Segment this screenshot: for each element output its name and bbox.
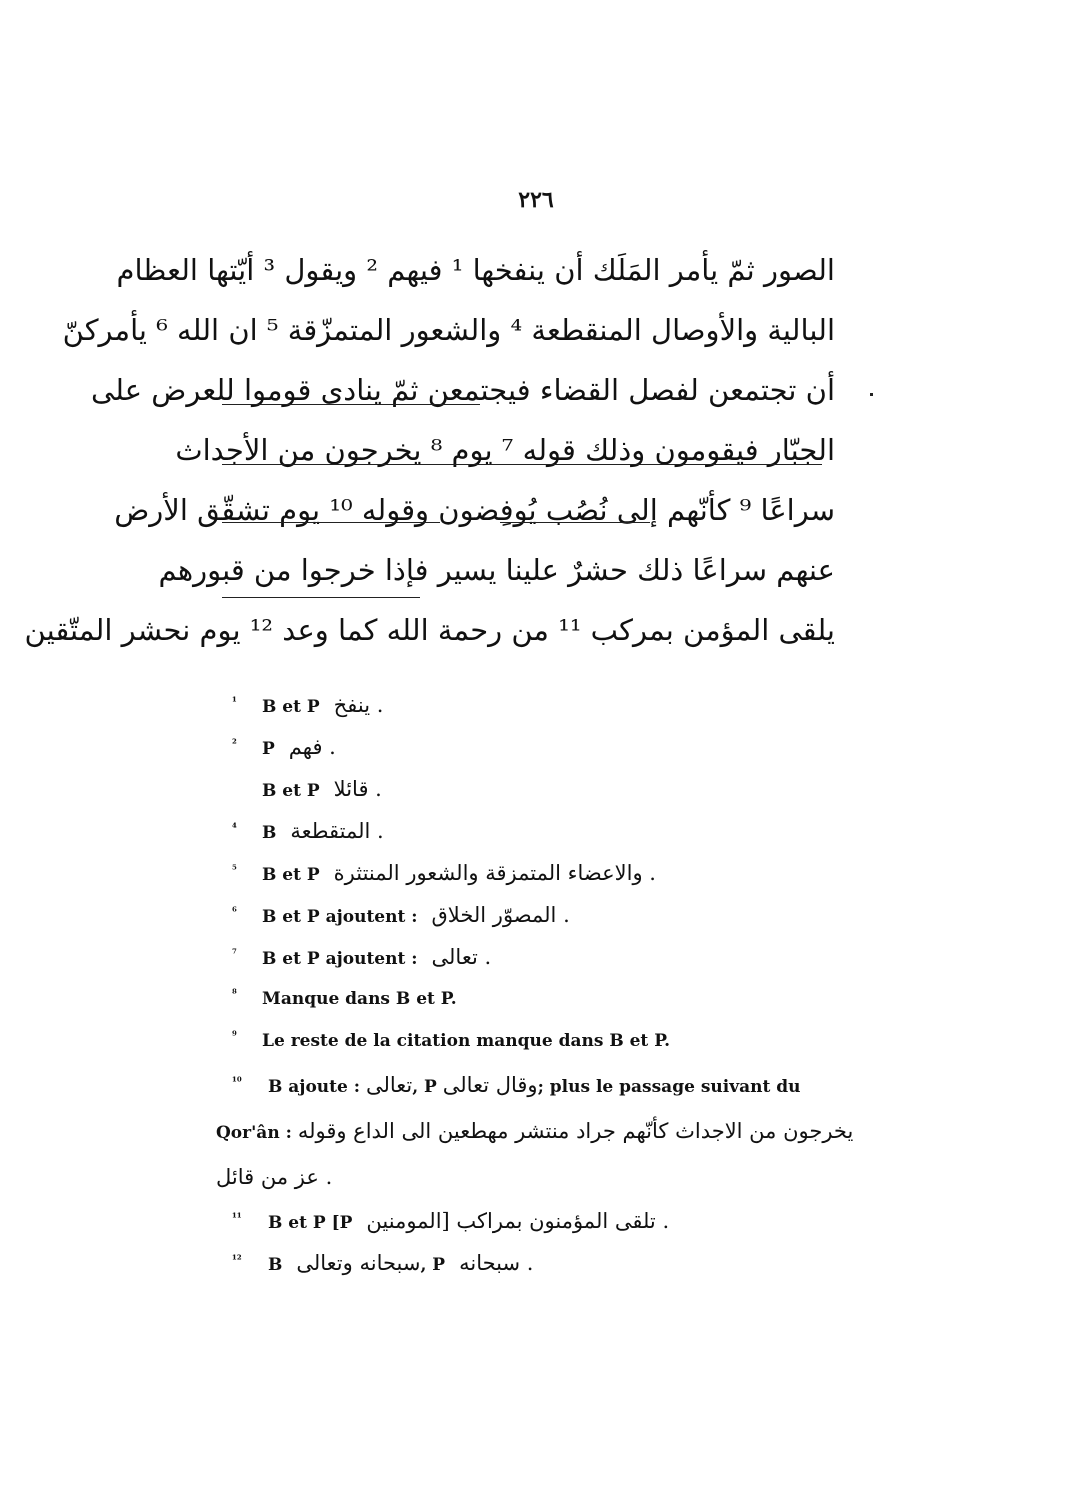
page-number: ٢٢٦ [518,187,554,213]
footnote: ⁷ B et P ajoutent : تعالى . [232,945,492,969]
footnote: ⁴ B المتقطعة . [232,819,384,843]
underline-mark [222,597,420,598]
footnote: ⁸ Manque dans B et P. [232,987,457,1009]
underline-mark [500,522,650,523]
footnote-10-continued: عز من قائل . [216,1165,333,1189]
arabic-line: الجبّار فيقومون وذلك قوله ⁷ يوم ⁸ يخرجون من الأجداث [175,433,835,467]
footnote-10: ¹⁰ B ajoute : تعالى, P وقال تعالى; plus le passage suivant du [232,1073,801,1097]
underline-mark [222,464,822,465]
arabic-line: يلقى المؤمن بمركب ¹¹ من رحمة الله كما وعد ¹² يوم نحشر المتّقين [24,613,835,647]
footnote: ¹ B et P ينفخ . [232,693,384,717]
footnote: ¹² B سبحانه وتعالى, P سبحانه . [232,1251,534,1275]
footnote: ² P فهم . [232,735,336,759]
footnote: ¹¹ B et P [P تلقى المؤمنون بمراكب [المومنين . [232,1209,670,1233]
arabic-line: أن تجتمعن لفصل القضاء فيجتمعن ثمّ ينادى قوموا للعرض على [90,373,835,407]
underline-mark [222,522,440,523]
arabic-line: البالية والأوصال المنقطعة ⁴ والشعور المتمزّقة ⁵ ان الله ⁶ يأمركنّ [62,313,835,347]
footnote: ⁶ B et P ajoutent : المصوّر الخلاق . [232,903,570,927]
underline-mark [222,404,480,405]
footnote: ⁹ Le reste de la citation manque dans B et P. [232,1029,671,1051]
footnote-10-continued: Qor'ân : يخرجون من الاجداث كأنّهم جراد منتشر مهطعين الى الداع وقوله [216,1119,854,1143]
arabic-line: سراعًا ⁹ كأنّهم إلى نُصُب يُوفِضون وقوله ¹⁰ يوم تشقّق الأرض [114,493,835,527]
arabic-line: عنهم سراعًا ذلك حشرٌ علينا يسير فإذا خرجوا من قبورهم [158,553,835,587]
footnote: B et P قائلا . [262,777,382,801]
margin-mark [870,393,873,396]
footnote: ⁵ B et P والاعضاء المتمزقة والشعور المنتثرة . [232,861,656,885]
arabic-line: الصور ثمّ يأمر المَلَك أن ينفخها ¹ فيهم ² ويقول ³ أيّتها العظام [116,253,835,287]
footnotes [216,684,854,1284]
